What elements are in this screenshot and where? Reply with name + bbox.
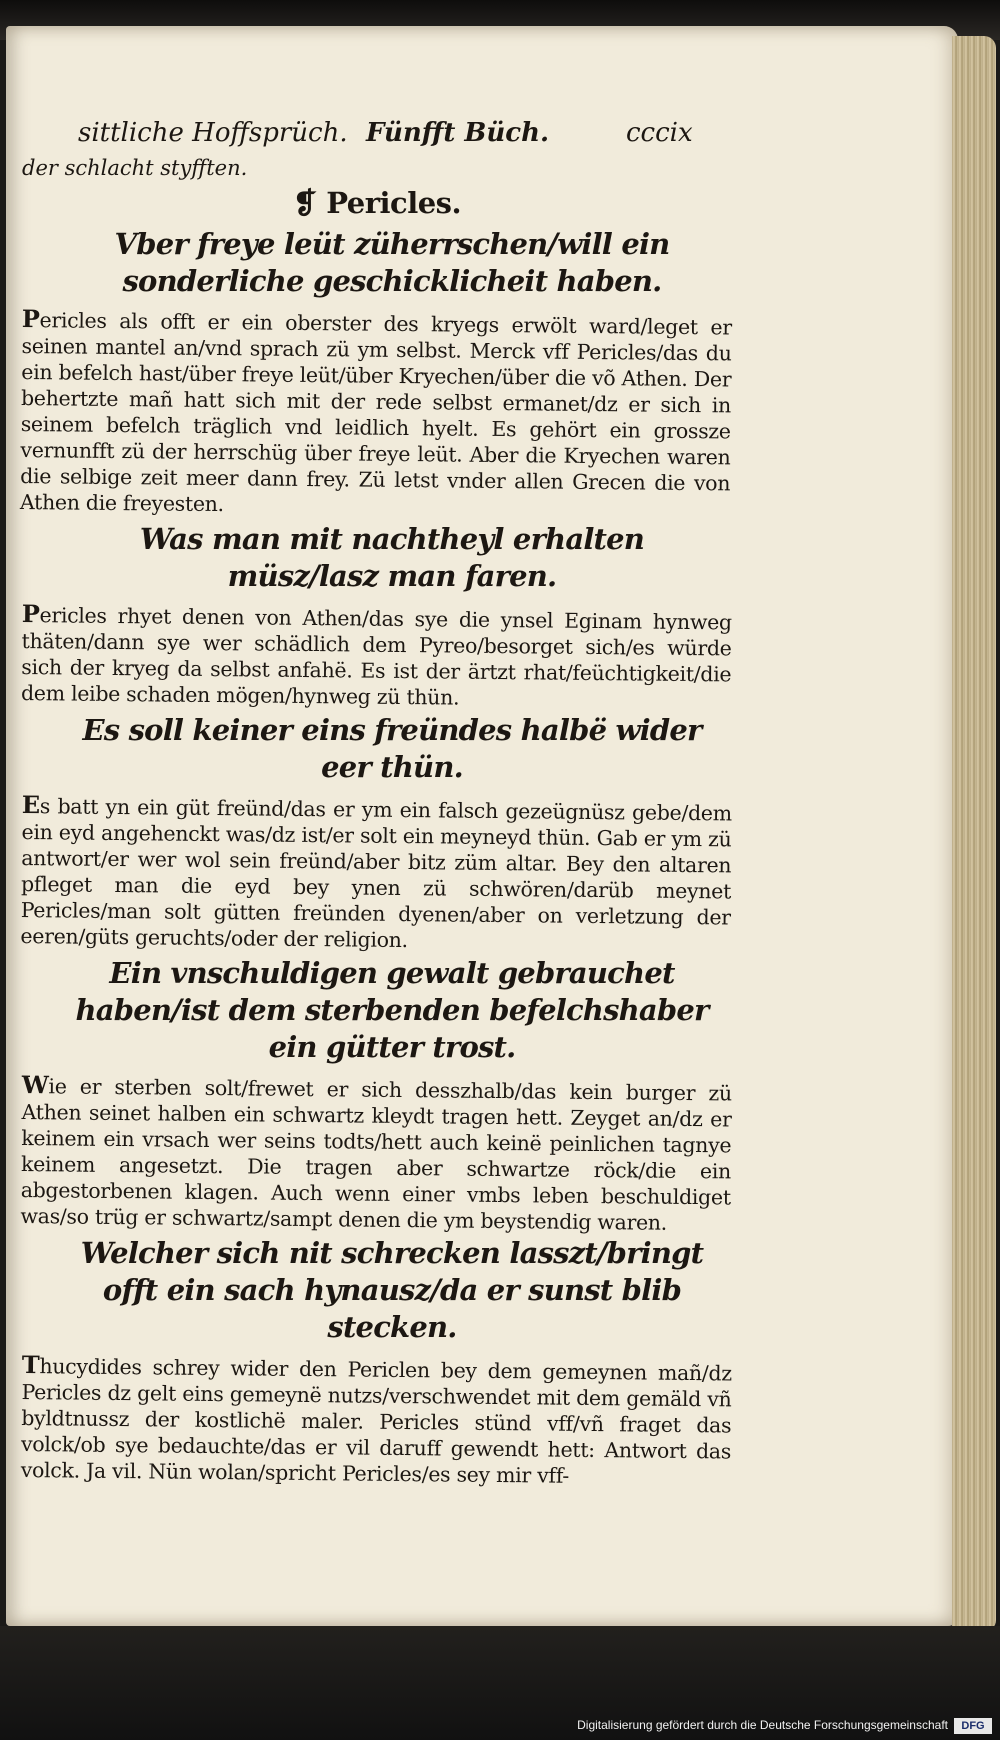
paragraph: Es batt yn ein güt freünd/das er ym ein falsch gezeügnüsz gebe/dem ein eyd angehenckt was/dz ist/er solt ein meyneyd thün. Gab er ym zü antwort/er wer wol sein freünd/aber bitz züm altar. Bey den altaren pfleget man die eyd bey ynen zü schwören/darüb meynet Pericles/man solt gütten freünden dyenen/aber on verletzung der eeren/güts geruchts/oder der religion.: [20, 790, 732, 953]
entry-heading: Welcher sich nit schrecken lasszt/bringt offt ein sach hynausz/da er sunst blib stecken.: [80, 1236, 704, 1344]
entry-heading: Ein vnschuldigen gewalt gebrauchet haben/ist dem sterbenden befelchshaber ein gütter trost.: [75, 956, 709, 1064]
running-head-left: sittliche Hoffsprüch.: [78, 118, 348, 148]
scan-background-bottom: [0, 1626, 1000, 1740]
section-name-text: Pericles.: [326, 186, 462, 220]
entry-heading: Es soll keiner eins freündes halbë wider eer thün.: [82, 713, 702, 784]
section-title: Vber freye leüt züherrschen/will ein sonderliche geschicklicheit haben.: [114, 227, 670, 298]
entry-heading: Was man mit nachtheyl erhalten müsz/lasz man faren.: [139, 522, 645, 593]
page-text: [19, 118, 732, 1488]
pilcrow-icon: ❡: [292, 186, 327, 220]
paragraph: Wie er sterben solt/frewet er sich desszhalb/das kein burger zü Athen seinet halben ein schwartz kleydt tragen hett. Zeyget an/dz er keinem ein vrsach wer seins todts/hett auch keinë peinlichen tagnye keinem angesetzt. Die tragen aber schwartze röck/die ein abgestorbenen klagen. Auch wenn einer vmbs leben beschuldiget was/so trüg er schwartz/sampt denen die ym beystendig waren.: [20, 1070, 732, 1235]
paragraph: Pericles als offt er ein oberster des kryegs erwölt ward/leget er seinen mantel an/vnd sprach zü ym selbst. Merck vff Pericles/das du ein befelch hast/über freye leüt/über Kryechen/über die võ Athen. Der behertzte mañ hatt sich mit der rede selbst ermanet/dz er sich in seinem befelch träglich vnd leidlich hyelt. Es gehört ein grossze vernunfft zü der herrschüg über freye leüt. Aber die Kryechen waren die selbige zeit meer dann frey. Zü letst vnder allen Grecen die von Athen die freyesten.: [19, 304, 732, 517]
paragraph: Thucydides schrey wider den Periclen bey dem gemeynen mañ/dz Pericles dz gelt eins gemeynë nutzs/verschwendet mit dem gemäld vñ byldtnussz der kostlichë maler. Pericles stünd vff/vñ fraget das volck/ob sye bedauchte/das er vil daruff gewendt hett: Antwort das volck. Ja vil. Nün wolan/spricht Pericles/es sey mir vff-: [20, 1350, 732, 1488]
running-head: [22, 118, 732, 156]
digitization-credit: Digitalisierung gefördert durch die Deutsche Forschungsgemeinschaft: [577, 1718, 948, 1732]
page-fore-edge: [952, 36, 996, 1632]
section-name: [22, 186, 732, 220]
catchline: der schlacht styfften.: [22, 156, 248, 180]
running-head-center: Fünfft Büch.: [366, 118, 550, 148]
folio-number: cccix: [626, 118, 693, 148]
paragraph: Pericles rhyet denen von Athen/das sye die ynsel Eginam hynweg thäten/dann sye wer schädlich dem Pyreo/besorget sich/es würde sich der kryeg da selbst anfahë. Es ist der ärtzt rhat/feüchtigkeit/die dem leibe schaden mögen/hynweg zü thün.: [20, 599, 732, 710]
dfg-logo: DFG: [954, 1718, 992, 1734]
